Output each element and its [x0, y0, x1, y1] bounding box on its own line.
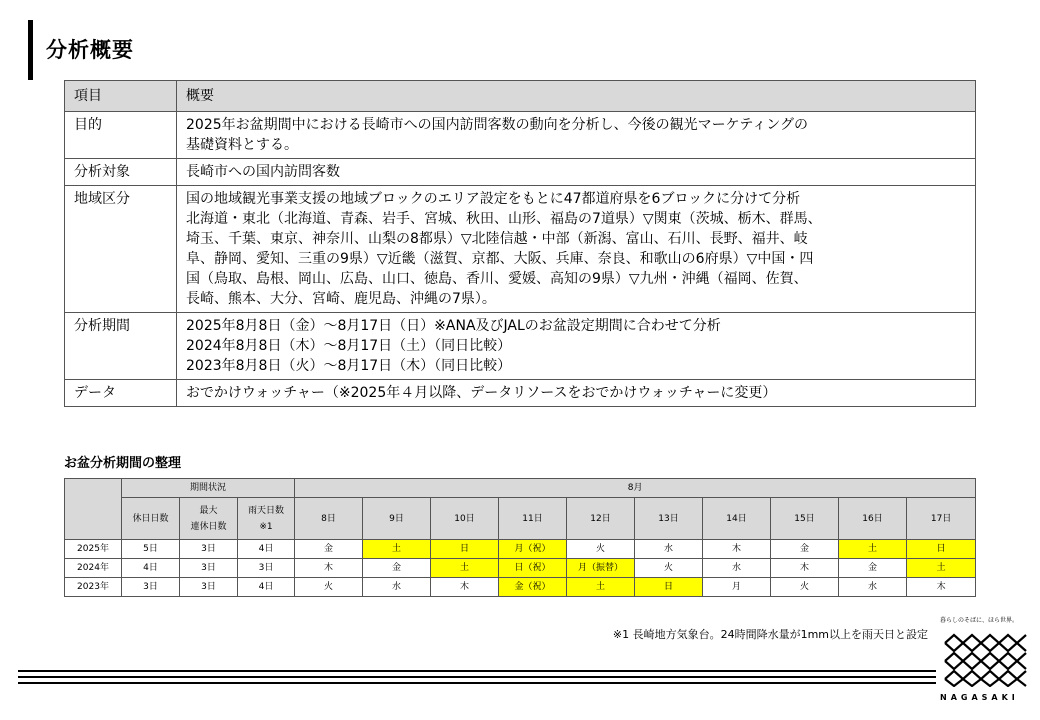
- holidays-cell: 4日: [122, 559, 180, 578]
- overview-key: 地域区分: [65, 186, 177, 313]
- max-consecutive-header-line1: 最大: [199, 505, 218, 516]
- weekday-cell: 金: [771, 540, 839, 559]
- weekday-cell-holiday: 土: [839, 540, 907, 559]
- weekday-cell-holiday: 土: [431, 559, 499, 578]
- year-cell: 2023年: [65, 578, 122, 597]
- logo-wordmark: NAGASAKI: [940, 693, 1019, 702]
- weekday-cell: 水: [839, 578, 907, 597]
- date-header: 9日: [363, 498, 431, 540]
- obon-section-title: お盆分析期間の整理: [64, 456, 182, 471]
- year-row: [65, 578, 976, 597]
- year-row: [65, 540, 976, 559]
- obon-table-body: [65, 540, 976, 597]
- overview-value: おでかけウォッチャー（※2025年４月以降、データリソースをおでかけウォッチャーに変更）: [177, 380, 976, 407]
- max-consecutive-cell: 3日: [180, 559, 238, 578]
- weekday-cell-holiday: 月（祝）: [499, 540, 567, 559]
- year-cell: 2025年: [65, 540, 122, 559]
- nagasaki-logo: [940, 615, 1030, 705]
- overview-row: [65, 380, 976, 407]
- weekday-cell: 水: [703, 559, 771, 578]
- weekday-cell: 金: [839, 559, 907, 578]
- overview-table: [64, 80, 976, 407]
- weekday-cell-holiday: 土: [363, 540, 431, 559]
- weekday-cell-holiday: 日（祝）: [499, 559, 567, 578]
- nagasaki-pattern-icon: [943, 633, 1027, 687]
- weekday-cell: 水: [635, 540, 703, 559]
- overview-row: [65, 112, 976, 159]
- weekday-cell: 火: [295, 578, 363, 597]
- max-consecutive-header: [180, 498, 238, 540]
- weekday-cell-holiday: 金（祝）: [499, 578, 567, 597]
- holidays-header: 休日日数: [122, 498, 180, 540]
- weekday-cell: 木: [771, 559, 839, 578]
- overview-header-value: 概要: [177, 81, 976, 112]
- rain-days-header: [238, 498, 295, 540]
- rain-days-cell: 4日: [238, 578, 295, 597]
- overview-value: 2025年お盆期間中における長崎市への国内訪問客数の動向を分析し、今後の観光マーケティングの 基礎資料とする。: [177, 112, 976, 159]
- overview-header-row: [65, 81, 976, 112]
- year-cell: 2024年: [65, 559, 122, 578]
- year-row: [65, 559, 976, 578]
- overview-row: [65, 186, 976, 313]
- obon-period-table: [64, 478, 976, 597]
- rain-days-cell: 4日: [238, 540, 295, 559]
- date-header: 16日: [839, 498, 907, 540]
- overview-key: 目的: [65, 112, 177, 159]
- overview-header-key: 項目: [65, 81, 177, 112]
- max-consecutive-cell: 3日: [180, 578, 238, 597]
- rain-days-header-line2: ※1: [259, 521, 273, 532]
- date-header: 11日: [499, 498, 567, 540]
- obon-column-header-row: [65, 498, 976, 540]
- obon-group-header-row: [65, 479, 976, 498]
- date-header: 12日: [567, 498, 635, 540]
- date-header: 17日: [907, 498, 976, 540]
- footer-rule: [18, 670, 936, 672]
- max-consecutive-header-line2: 連休日数: [190, 521, 227, 532]
- weekday-cell: 木: [703, 540, 771, 559]
- rain-days-header-line1: 雨天日数: [248, 505, 285, 516]
- overview-value: 2025年8月8日（金）～8月17日（日）※ANA及びJALのお盆設定期間に合わせて分析 2024年8月8日（木）～8月17日（土）（同日比較） 2023年8月8日（火）～8月17日（木）（同日比較）: [177, 313, 976, 380]
- footer-rule: [18, 676, 936, 678]
- weekday-cell: 木: [295, 559, 363, 578]
- overview-row: [65, 159, 976, 186]
- overview-key: 分析期間: [65, 313, 177, 380]
- obon-month-header: 8月: [295, 479, 976, 498]
- overview-value: 長崎市への国内訪問客数: [177, 159, 976, 186]
- max-consecutive-cell: 3日: [180, 540, 238, 559]
- weekday-cell: 火: [771, 578, 839, 597]
- weekday-cell: 火: [567, 540, 635, 559]
- page-title: 分析概要: [46, 38, 134, 62]
- weekday-cell-holiday: 月（振替）: [567, 559, 635, 578]
- holidays-cell: 3日: [122, 578, 180, 597]
- overview-key: 分析対象: [65, 159, 177, 186]
- date-header: 8日: [295, 498, 363, 540]
- date-header: 13日: [635, 498, 703, 540]
- overview-value: 国の地域観光事業支援の地域ブロックのエリア設定をもとに47都道府県を6ブロックに分けて分析 北海道・東北（北海道、青森、岩手、宮城、秋田、山形、福島の7道県）▽関東（茨城、栃木、群馬、 埼玉、千葉、東京、神奈川、山梨の8都県）▽北陸信越・中部（新潟、富山、石川、長野、福井、岐 阜、静岡、愛知、三重の9県）▽近畿（滋賀、京都、大阪、兵庫、奈良、和歌山の6府県）▽中国・四 国（鳥取、島根、岡山、広島、山口、徳島、香川、愛媛、高知の9県）▽九州・沖縄（福岡、佐賀、 長崎、熊本、大分、宮崎、鹿児島、沖縄の7県）。: [177, 186, 976, 313]
- holidays-cell: 5日: [122, 540, 180, 559]
- footer-rule: [18, 682, 936, 684]
- weekday-cell: 木: [907, 578, 976, 597]
- obon-corner-cell: [65, 479, 122, 540]
- footnote: ※1 長崎地方気象台。24時間降水量が1mm以上を雨天日と設定: [612, 628, 928, 641]
- weekday-cell: 月: [703, 578, 771, 597]
- date-header: 14日: [703, 498, 771, 540]
- overview-key: データ: [65, 380, 177, 407]
- date-header: 10日: [431, 498, 499, 540]
- logo-tagline: 暮らしのそばに、ほら世界。: [940, 617, 1019, 624]
- weekday-cell: 水: [363, 578, 431, 597]
- weekday-cell: 木: [431, 578, 499, 597]
- weekday-cell-holiday: 日: [635, 578, 703, 597]
- weekday-cell-holiday: 土: [567, 578, 635, 597]
- weekday-cell-holiday: 日: [431, 540, 499, 559]
- weekday-cell-holiday: 土: [907, 559, 976, 578]
- weekday-cell: 火: [635, 559, 703, 578]
- weekday-cell: 金: [363, 559, 431, 578]
- title-accent-bar: [28, 20, 33, 80]
- rain-days-cell: 3日: [238, 559, 295, 578]
- overview-row: [65, 313, 976, 380]
- weekday-cell: 金: [295, 540, 363, 559]
- obon-status-header: 期間状況: [122, 479, 295, 498]
- weekday-cell-holiday: 日: [907, 540, 976, 559]
- date-header: 15日: [771, 498, 839, 540]
